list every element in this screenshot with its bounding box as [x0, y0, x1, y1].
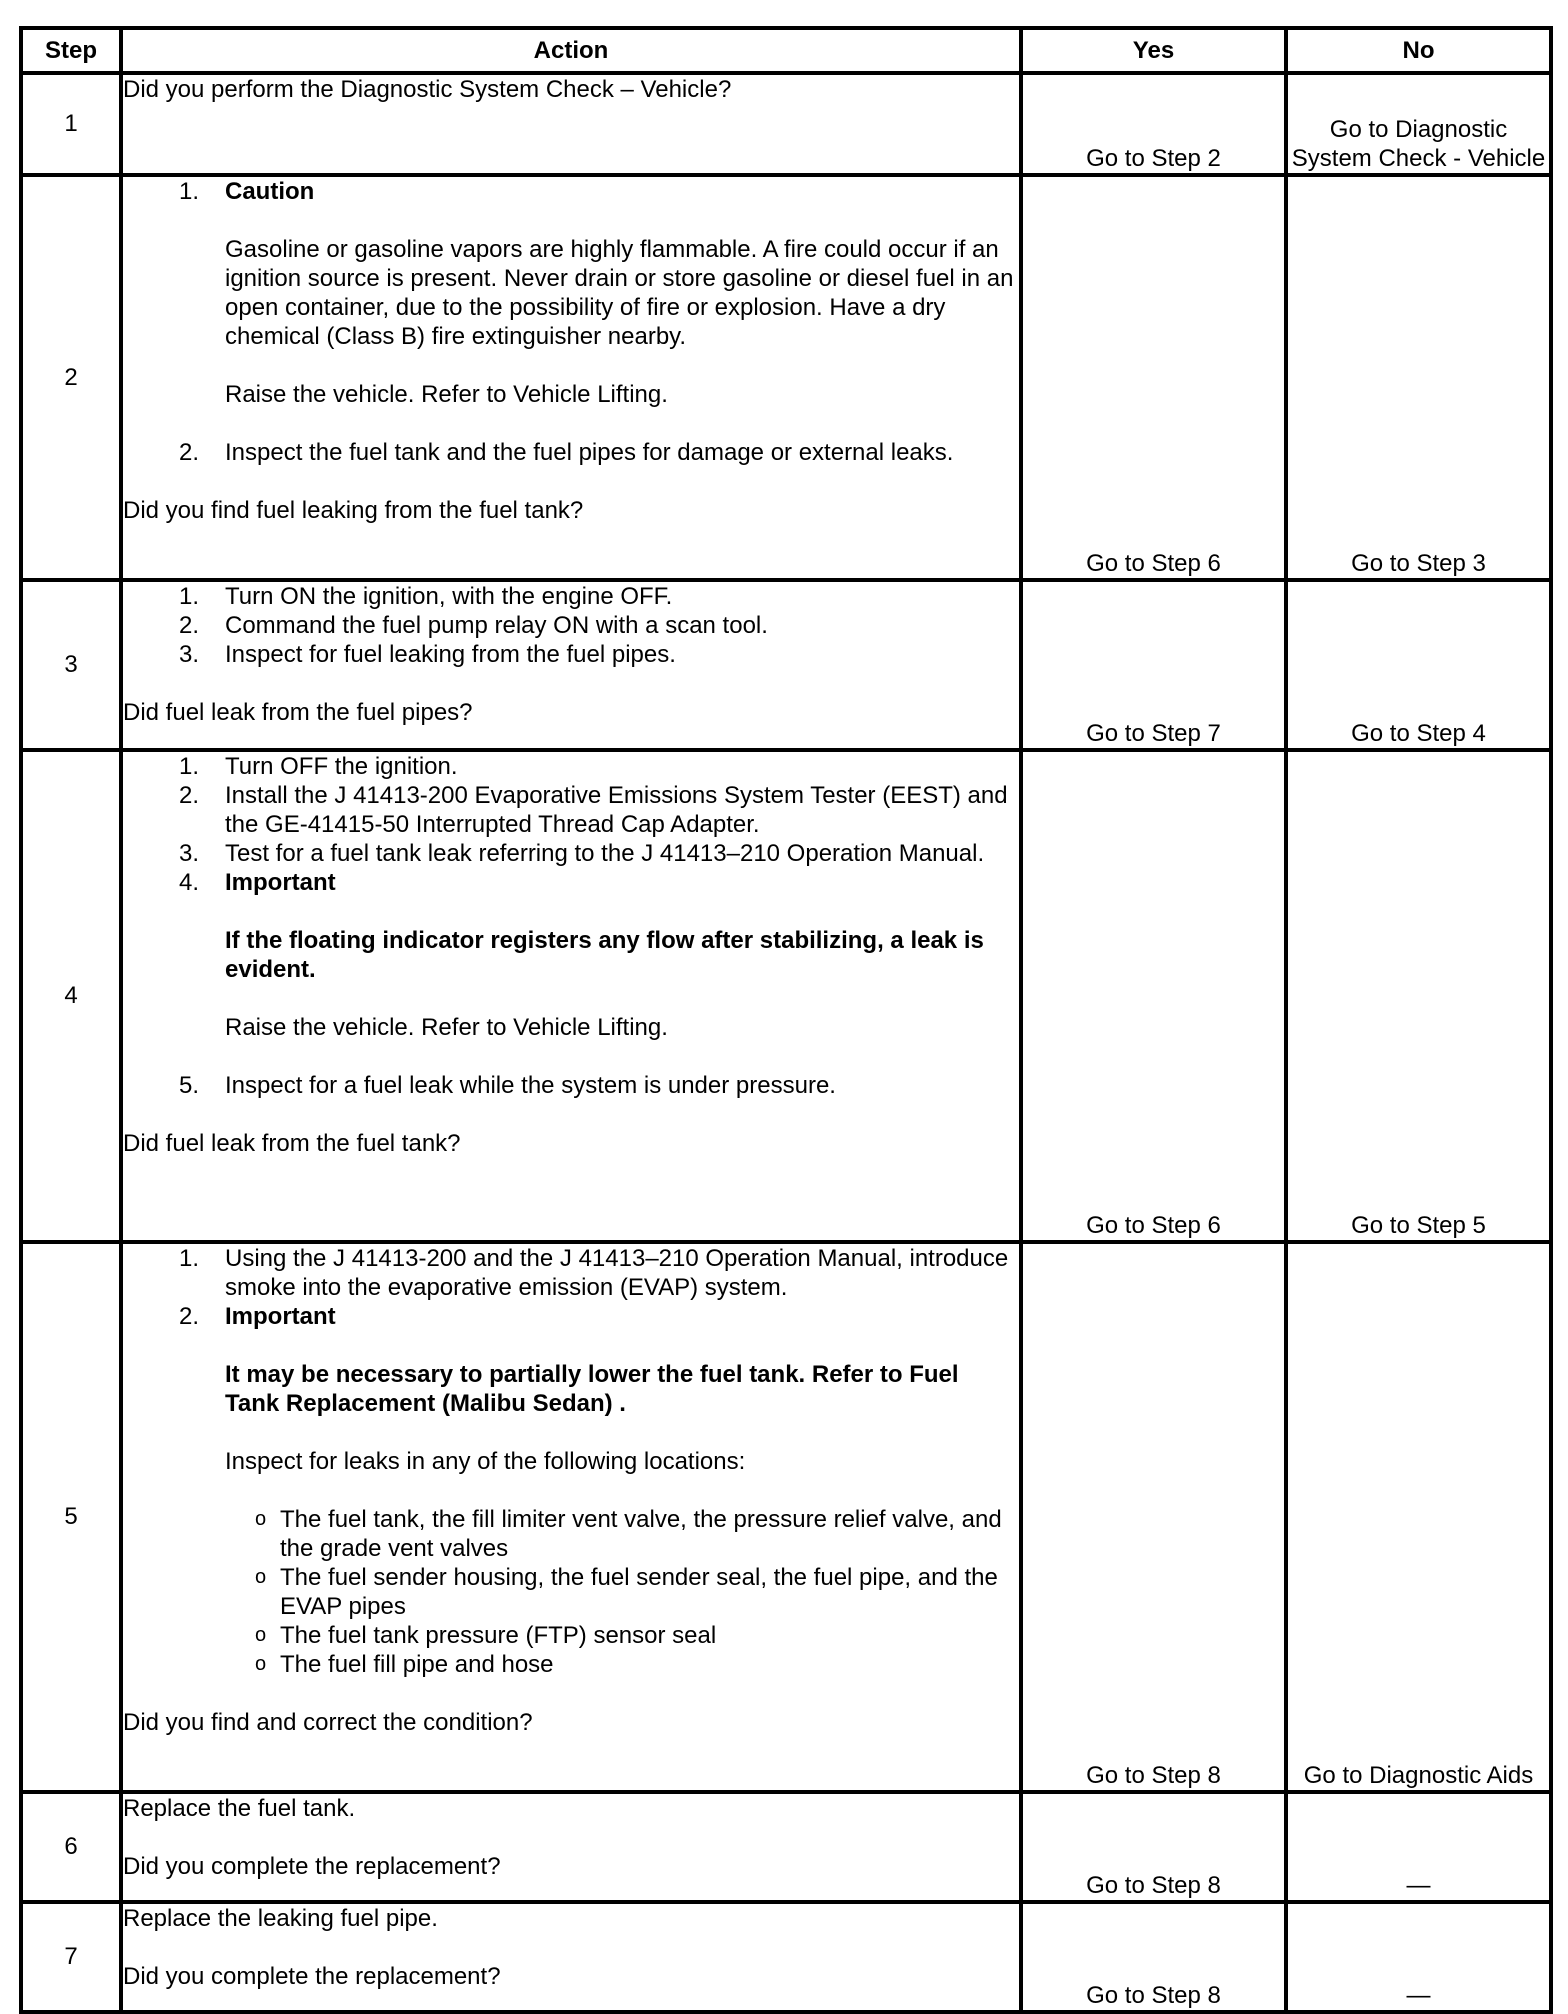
question-text: Did fuel leak from the fuel tank?	[123, 1130, 461, 1157]
item-text: Using the J 41413-200 and the J 41413–210 Operation Manual, introduce smoke into the evaporative emission (EVAP) system.	[225, 1245, 1009, 1301]
item-number: 3.	[178, 840, 199, 867]
list-item	[123, 1071, 1019, 1100]
no-result: Go to Step 3	[1286, 175, 1551, 580]
step-number: 7	[21, 1902, 121, 2012]
list-item	[225, 1621, 1019, 1650]
action-cell	[121, 73, 1021, 175]
diagnostic-table	[19, 26, 1553, 2014]
table-row	[21, 1902, 1551, 2012]
question-text: Did you find and correct the condition?	[123, 1709, 533, 1736]
list-item	[123, 1302, 1019, 1679]
question-text: Did you complete the replacement?	[123, 1963, 501, 1990]
instruction-text: Inspect for leaks in any of the following locations:	[225, 1448, 746, 1475]
list-item	[123, 177, 1019, 409]
instruction-text: Raise the vehicle. Refer to Vehicle Lifting.	[225, 381, 668, 408]
bullet-marker: o	[255, 1653, 267, 1675]
step-number: 1	[21, 73, 121, 175]
list-item	[123, 1244, 1019, 1302]
bullet-text: The fuel sender housing, the fuel sender seal, the fuel pipe, and the EVAP pipes	[280, 1564, 998, 1620]
no-result: Go to Step 5	[1286, 750, 1551, 1242]
action-cell	[121, 1902, 1021, 2012]
no-result: —	[1286, 1902, 1551, 2012]
item-text: Inspect for fuel leaking from the fuel pipes.	[225, 641, 676, 668]
question-text: Did you complete the replacement?	[123, 1853, 501, 1880]
table-row	[21, 580, 1551, 750]
item-text: Test for a fuel tank leak referring to the J 41413–210 Operation Manual.	[225, 840, 985, 867]
action-cell	[121, 1792, 1021, 1902]
important-heading: Important	[225, 869, 336, 896]
item-text: Inspect for a fuel leak while the system is under pressure.	[225, 1072, 836, 1099]
yes-result: Go to Step 6	[1021, 175, 1286, 580]
item-text: Inspect the fuel tank and the fuel pipes for damage or external leaks.	[225, 439, 954, 466]
item-number: 2.	[178, 1303, 199, 1330]
list-item	[123, 839, 1019, 868]
location-list	[225, 1505, 1019, 1679]
no-result: Go to Diagnostic Aids	[1286, 1242, 1551, 1792]
item-number: 1.	[178, 178, 199, 205]
yes-result: Go to Step 6	[1021, 750, 1286, 1242]
yes-result: Go to Step 8	[1021, 1902, 1286, 2012]
yes-result: Go to Step 8	[1021, 1792, 1286, 1902]
list-item	[123, 752, 1019, 781]
caution-heading: Caution	[225, 178, 315, 205]
bullet-text: The fuel tank, the fill limiter vent valve, the pressure relief valve, and the grade vent valves	[280, 1506, 1002, 1562]
step-number: 5	[21, 1242, 121, 1792]
step-number: 2	[21, 175, 121, 580]
item-number: 2.	[178, 782, 199, 809]
item-text: Command the fuel pump relay ON with a scan tool.	[225, 612, 768, 639]
step-number: 3	[21, 580, 121, 750]
header-no: No	[1286, 28, 1551, 73]
no-result: Go to Step 4	[1286, 580, 1551, 750]
item-number: 4.	[178, 869, 199, 896]
important-text: If the floating indicator registers any flow after stabilizing, a leak is evident.	[225, 927, 984, 983]
bullet-marker: o	[255, 1624, 267, 1646]
action-cell	[121, 175, 1021, 580]
step-number: 4	[21, 750, 121, 1242]
action-cell	[121, 580, 1021, 750]
list-item	[123, 582, 1019, 611]
table-row	[21, 750, 1551, 1242]
list-item	[225, 1650, 1019, 1679]
item-number: 2.	[178, 612, 199, 639]
item-number: 5.	[178, 1072, 199, 1099]
list-item	[123, 781, 1019, 839]
item-text: Turn ON the ignition, with the engine OFF.	[225, 583, 673, 610]
item-number: 2.	[178, 439, 199, 466]
table-row	[21, 1242, 1551, 1792]
list-item	[225, 1505, 1019, 1563]
list-item	[123, 438, 1019, 467]
header-row	[21, 28, 1551, 73]
bullet-marker: o	[255, 1508, 267, 1530]
instruction-text: Raise the vehicle. Refer to Vehicle Lifting.	[225, 1014, 668, 1041]
list-item	[123, 611, 1019, 640]
header-yes: Yes	[1021, 28, 1286, 73]
question-text: Did you find fuel leaking from the fuel tank?	[123, 497, 584, 524]
item-text: Install the J 41413-200 Evaporative Emissions System Tester (EEST) and the GE-41415-50 Interrupted Thread Cap Adapter.	[225, 782, 1008, 838]
action-cell	[121, 1242, 1021, 1792]
table-row	[21, 1792, 1551, 1902]
important-text: It may be necessary to partially lower the fuel tank. Refer to Fuel Tank Replacement (Malibu Sedan) .	[225, 1361, 959, 1417]
no-result: —	[1286, 1792, 1551, 1902]
list-item	[123, 640, 1019, 669]
instruction-text: Replace the leaking fuel pipe.	[123, 1905, 438, 1932]
list-item	[225, 1563, 1019, 1621]
bullet-text: The fuel fill pipe and hose	[280, 1651, 554, 1678]
yes-result: Go to Step 7	[1021, 580, 1286, 750]
item-number: 3.	[178, 641, 199, 668]
item-number: 1.	[178, 1245, 199, 1272]
table-row	[21, 73, 1551, 175]
header-action: Action	[121, 28, 1021, 73]
bullet-marker: o	[255, 1566, 267, 1588]
question-text: Did you perform the Diagnostic System Check – Vehicle?	[123, 76, 732, 103]
action-cell	[121, 750, 1021, 1242]
item-number: 1.	[178, 583, 199, 610]
header-step: Step	[21, 28, 121, 73]
instruction-text: Replace the fuel tank.	[123, 1795, 356, 1822]
question-text: Did fuel leak from the fuel pipes?	[123, 699, 473, 726]
table-row	[21, 175, 1551, 580]
item-number: 1.	[178, 753, 199, 780]
bullet-text: The fuel tank pressure (FTP) sensor seal	[280, 1622, 717, 1649]
caution-text: Gasoline or gasoline vapors are highly flammable. A fire could occur if an ignition source is present. Never drain or store gasoline or diesel fuel in an open container, due to the possibility of fire or explosion. Have a dry chemical (Class B) fire extinguisher nearby.	[225, 236, 1014, 350]
no-result: Go to Diagnostic System Check - Vehicle	[1286, 73, 1551, 175]
item-text: Turn OFF the ignition.	[225, 753, 458, 780]
yes-result: Go to Step 8	[1021, 1242, 1286, 1792]
step-number: 6	[21, 1792, 121, 1902]
yes-result: Go to Step 2	[1021, 73, 1286, 175]
important-heading: Important	[225, 1303, 336, 1330]
list-item	[123, 868, 1019, 1042]
